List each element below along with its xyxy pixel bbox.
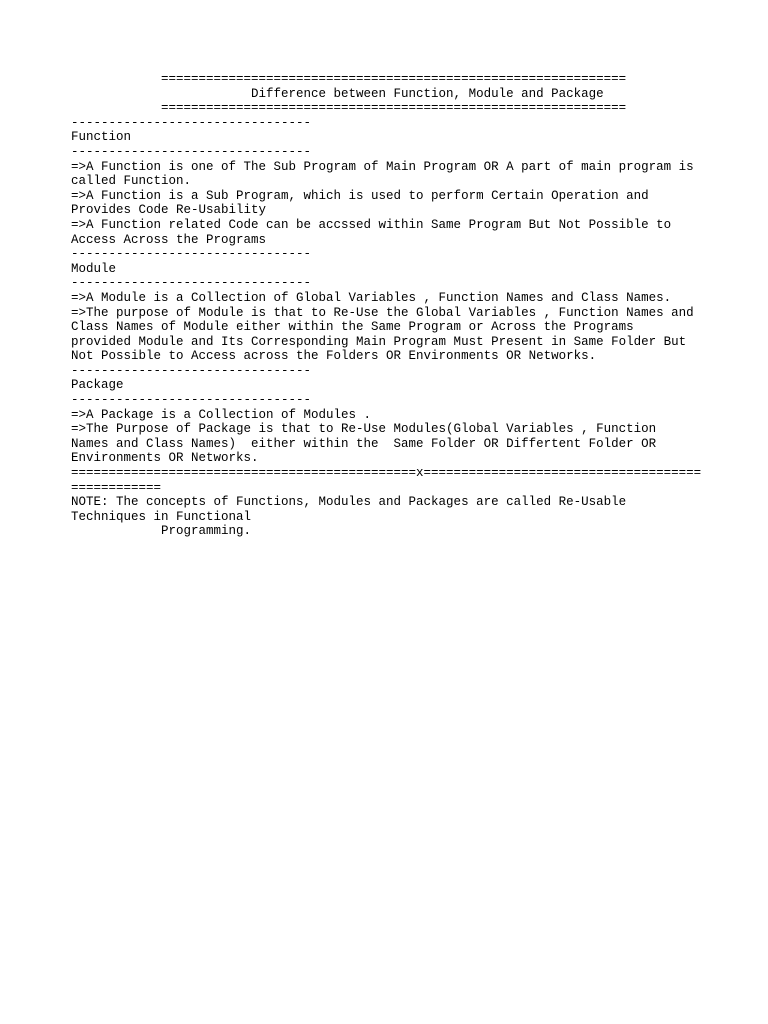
module-text-line: Class Names of Module either within the Same Program or Across the Programs xyxy=(71,320,634,335)
closing-rule: ==============================================x===================================== xyxy=(71,466,702,481)
title-rule-top: ============================================================== xyxy=(71,72,627,86)
function-text-line: =>A Function related Code can be accssed within Same Program But Not Possible to xyxy=(71,217,672,232)
document-body xyxy=(71,72,711,539)
section-divider: -------------------------------- xyxy=(71,393,312,408)
section-heading-module: Module xyxy=(71,261,117,276)
function-text-line: called Function. xyxy=(71,174,192,189)
title-rule-bottom: ============================================================== xyxy=(71,101,627,116)
function-text-line: =>A Function is a Sub Program, which is used to perform Certain Operation and xyxy=(71,188,649,203)
module-text-line: provided Module and Its Corresponding Main Program Must Present in Same Folder But xyxy=(71,334,687,349)
section-divider: -------------------------------- xyxy=(71,247,312,262)
note-text-line: Techniques in Functional xyxy=(71,509,252,524)
package-text-line: Names and Class Names) either within the Same Folder OR Differtent Folder OR xyxy=(71,436,657,451)
function-text-line: =>A Function is one of The Sub Program of Main Program OR A part of main program is xyxy=(71,159,694,174)
note-text-line: Programming. xyxy=(71,524,252,539)
section-divider: -------------------------------- xyxy=(71,276,312,291)
document-title: Difference between Function, Module and Package xyxy=(71,86,604,101)
package-text-line: Environments OR Networks. xyxy=(71,451,259,466)
section-heading-function: Function xyxy=(71,130,132,145)
package-text-line: =>The Purpose of Package is that to Re-Use Modules(Global Variables , Function xyxy=(71,422,657,437)
function-text-line: Access Across the Programs xyxy=(71,232,267,247)
section-divider: -------------------------------- xyxy=(71,363,312,378)
section-divider: -------------------------------- xyxy=(71,115,312,130)
closing-rule: ============ xyxy=(71,480,162,495)
section-heading-package: Package xyxy=(71,378,124,393)
module-text-line: =>A Module is a Collection of Global Variables , Function Names and Class Names. xyxy=(71,290,672,305)
note-text-line: NOTE: The concepts of Functions, Modules and Packages are called Re-Usable xyxy=(71,495,627,510)
function-text-line: Provides Code Re-Usability xyxy=(71,203,267,218)
module-text-line: Not Possible to Access across the Folders OR Environments OR Networks. xyxy=(71,349,597,364)
module-text-line: =>The purpose of Module is that to Re-Use the Global Variables , Function Names and xyxy=(71,305,694,320)
section-divider: -------------------------------- xyxy=(71,144,312,159)
package-text-line: =>A Package is a Collection of Modules . xyxy=(71,407,372,422)
